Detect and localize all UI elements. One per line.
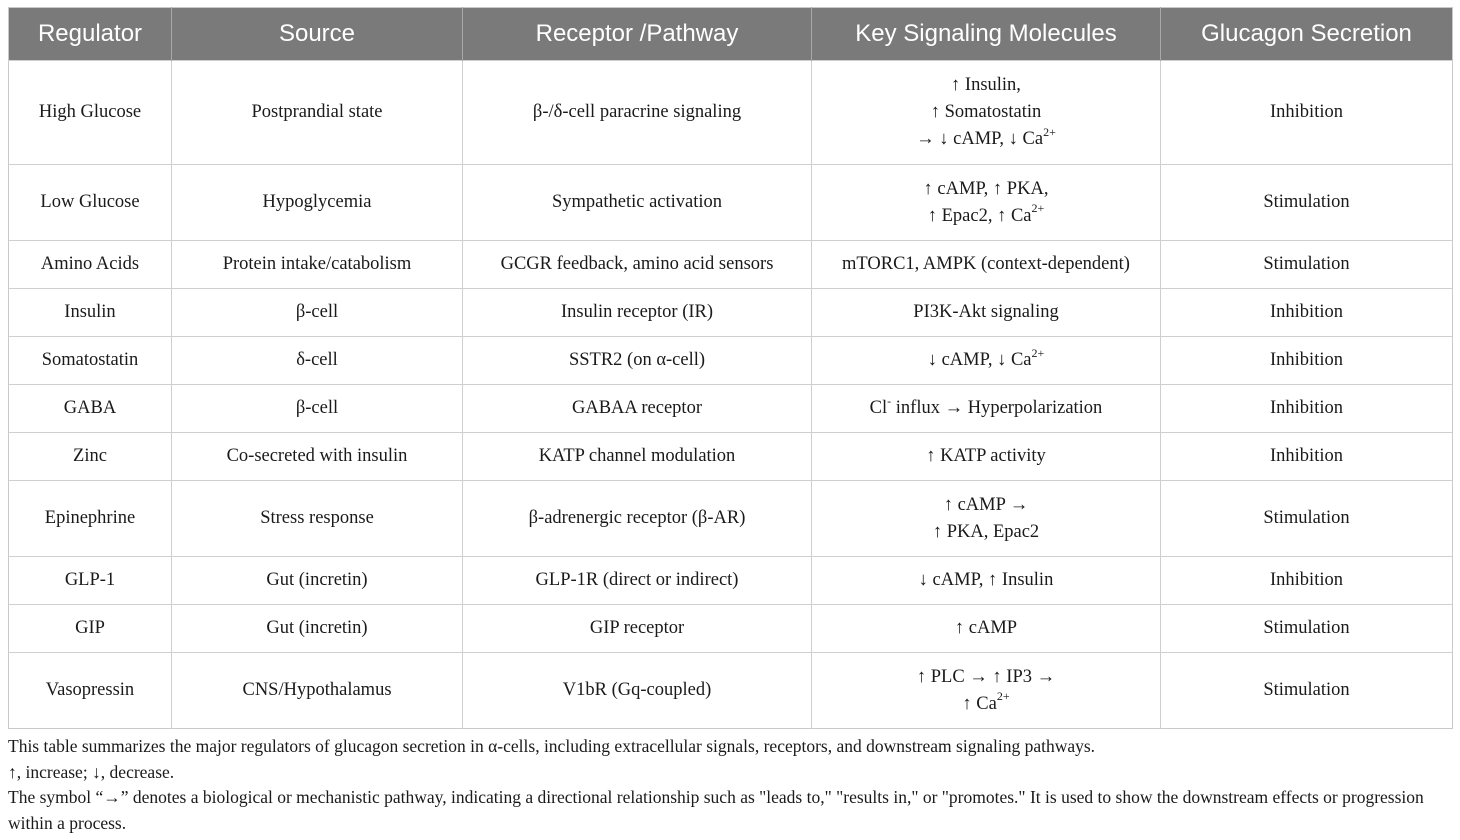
table-footnotes: [8, 734, 1454, 836]
table-row: [9, 165, 1453, 241]
cell-molecules: [812, 61, 1161, 165]
molecule-line: ↑ cAMP, ↑ PKA,: [923, 178, 1049, 199]
header-key-signaling-molecules: Key Signaling Molecules: [812, 8, 1161, 61]
cell-molecules: [812, 481, 1161, 557]
cell-source: Gut (incretin): [172, 605, 463, 653]
cell-secretion: Inhibition: [1161, 61, 1453, 165]
molecule-text: ↓ cAMP, ↓ Ca: [927, 350, 1032, 370]
molecule-line: ↑ PLC → ↑ IP3 →: [916, 666, 1056, 687]
cell-molecules: [812, 165, 1161, 241]
molecule-text: → ↓ cAMP, ↓ Ca: [916, 129, 1044, 149]
molecule-line: ↑ cAMP →: [943, 494, 1029, 515]
cell-receptor: Insulin receptor (IR): [463, 289, 812, 337]
cell-secretion: Inhibition: [1161, 289, 1453, 337]
molecule-line: [818, 126, 1154, 153]
cell-regulator: Insulin: [9, 289, 172, 337]
table-row: [9, 289, 1453, 337]
header-glucagon-secretion: Glucagon Secretion: [1161, 8, 1453, 61]
cell-source: Hypoglycemia: [172, 165, 463, 241]
cell-receptor: GABAA receptor: [463, 385, 812, 433]
cell-regulator: Zinc: [9, 433, 172, 481]
cell-molecules: ↑ KATP activity: [812, 433, 1161, 481]
table-row: [9, 337, 1453, 385]
cell-secretion: Stimulation: [1161, 481, 1453, 557]
footnote-symbol-explanation: The symbol “→” denotes a biological or mechanistic pathway, indicating a directional relationship such as "leads to," "results in," or "promotes." It is used to show the downstream effects or progression within a process.: [8, 787, 1424, 833]
cell-molecules: ↑ cAMP: [812, 605, 1161, 653]
cell-secretion: Inhibition: [1161, 433, 1453, 481]
cell-molecules: [812, 385, 1161, 433]
superscript: 2+: [996, 689, 1010, 704]
cell-molecules: mTORC1, AMPK (context-dependent): [812, 241, 1161, 289]
table-row: [9, 557, 1453, 605]
table-header-row: [9, 8, 1453, 61]
cell-receptor: KATP channel modulation: [463, 433, 812, 481]
molecule-line: ↑ Insulin,: [951, 75, 1021, 95]
molecule-text-tail: influx → Hyperpolarization: [891, 398, 1103, 418]
cell-molecules: [812, 653, 1161, 729]
molecule-text: ↑ Epac2, ↑ Ca: [927, 205, 1032, 226]
footnote-arrows-legend: ↑, increase; ↓, decrease.: [8, 761, 175, 782]
cell-regulator: GABA: [9, 385, 172, 433]
cell-receptor: V1bR (Gq-coupled): [463, 653, 812, 729]
cell-source: Gut (incretin): [172, 557, 463, 605]
superscript: 2+: [1043, 124, 1056, 139]
molecule-text: ↑ Ca: [962, 693, 997, 714]
table-row: [9, 605, 1453, 653]
cell-receptor: GIP receptor: [463, 605, 812, 653]
table-row: [9, 61, 1453, 165]
cell-source: Postprandial state: [172, 61, 463, 165]
cell-source: Protein intake/catabolism: [172, 241, 463, 289]
cell-source: δ-cell: [172, 337, 463, 385]
cell-molecules: [812, 337, 1161, 385]
molecule-line: ↑ PKA, Epac2: [932, 521, 1040, 542]
header-regulator: Regulator: [9, 8, 172, 61]
cell-secretion: Stimulation: [1161, 653, 1453, 729]
cell-source: Co-secreted with insulin: [172, 433, 463, 481]
molecule-line: [818, 691, 1154, 718]
cell-regulator: High Glucose: [9, 61, 172, 165]
footnote-summary: This table summarizes the major regulators of glucagon secretion in α-cells, including extracellular signals, receptors, and downstream signaling pathways.: [8, 736, 1096, 756]
cell-secretion: Inhibition: [1161, 385, 1453, 433]
cell-source: β-cell: [172, 385, 463, 433]
table-row: [9, 481, 1453, 557]
cell-receptor: GCGR feedback, amino acid sensors: [463, 241, 812, 289]
cell-source: β-cell: [172, 289, 463, 337]
cell-regulator: GLP-1: [9, 557, 172, 605]
table-row: [9, 241, 1453, 289]
cell-regulator: GIP: [9, 605, 172, 653]
superscript: 2+: [1031, 345, 1045, 360]
cell-regulator: Somatostatin: [9, 337, 172, 385]
cell-molecules: PI3K-Akt signaling: [812, 289, 1161, 337]
table-row: [9, 653, 1453, 729]
molecule-line: [818, 203, 1154, 230]
table-row: [9, 385, 1453, 433]
cell-regulator: Low Glucose: [9, 165, 172, 241]
cell-source: CNS/Hypothalamus: [172, 653, 463, 729]
superscript: -: [887, 393, 892, 408]
regulators-table-container: [8, 7, 1452, 729]
cell-regulator: Epinephrine: [9, 481, 172, 557]
cell-receptor: GLP-1R (direct or indirect): [463, 557, 812, 605]
table-row: [9, 433, 1453, 481]
cell-receptor: SSTR2 (on α-cell): [463, 337, 812, 385]
cell-receptor: Sympathetic activation: [463, 165, 812, 241]
glucagon-regulators-table: [8, 7, 1453, 729]
header-receptor-pathway: Receptor /Pathway: [463, 8, 812, 61]
cell-receptor: β-adrenergic receptor (β-AR): [463, 481, 812, 557]
molecule-text: Cl: [869, 398, 888, 418]
cell-regulator: Vasopressin: [9, 653, 172, 729]
header-source: Source: [172, 8, 463, 61]
superscript: 2+: [1031, 201, 1045, 216]
cell-secretion: Inhibition: [1161, 337, 1453, 385]
cell-secretion: Stimulation: [1161, 241, 1453, 289]
cell-source: Stress response: [172, 481, 463, 557]
cell-molecules: ↓ cAMP, ↑ Insulin: [812, 557, 1161, 605]
cell-receptor: β-/δ-cell paracrine signaling: [463, 61, 812, 165]
molecule-line: ↑ Somatostatin: [930, 102, 1042, 122]
cell-regulator: Amino Acids: [9, 241, 172, 289]
cell-secretion: Stimulation: [1161, 605, 1453, 653]
cell-secretion: Stimulation: [1161, 165, 1453, 241]
cell-secretion: Inhibition: [1161, 557, 1453, 605]
